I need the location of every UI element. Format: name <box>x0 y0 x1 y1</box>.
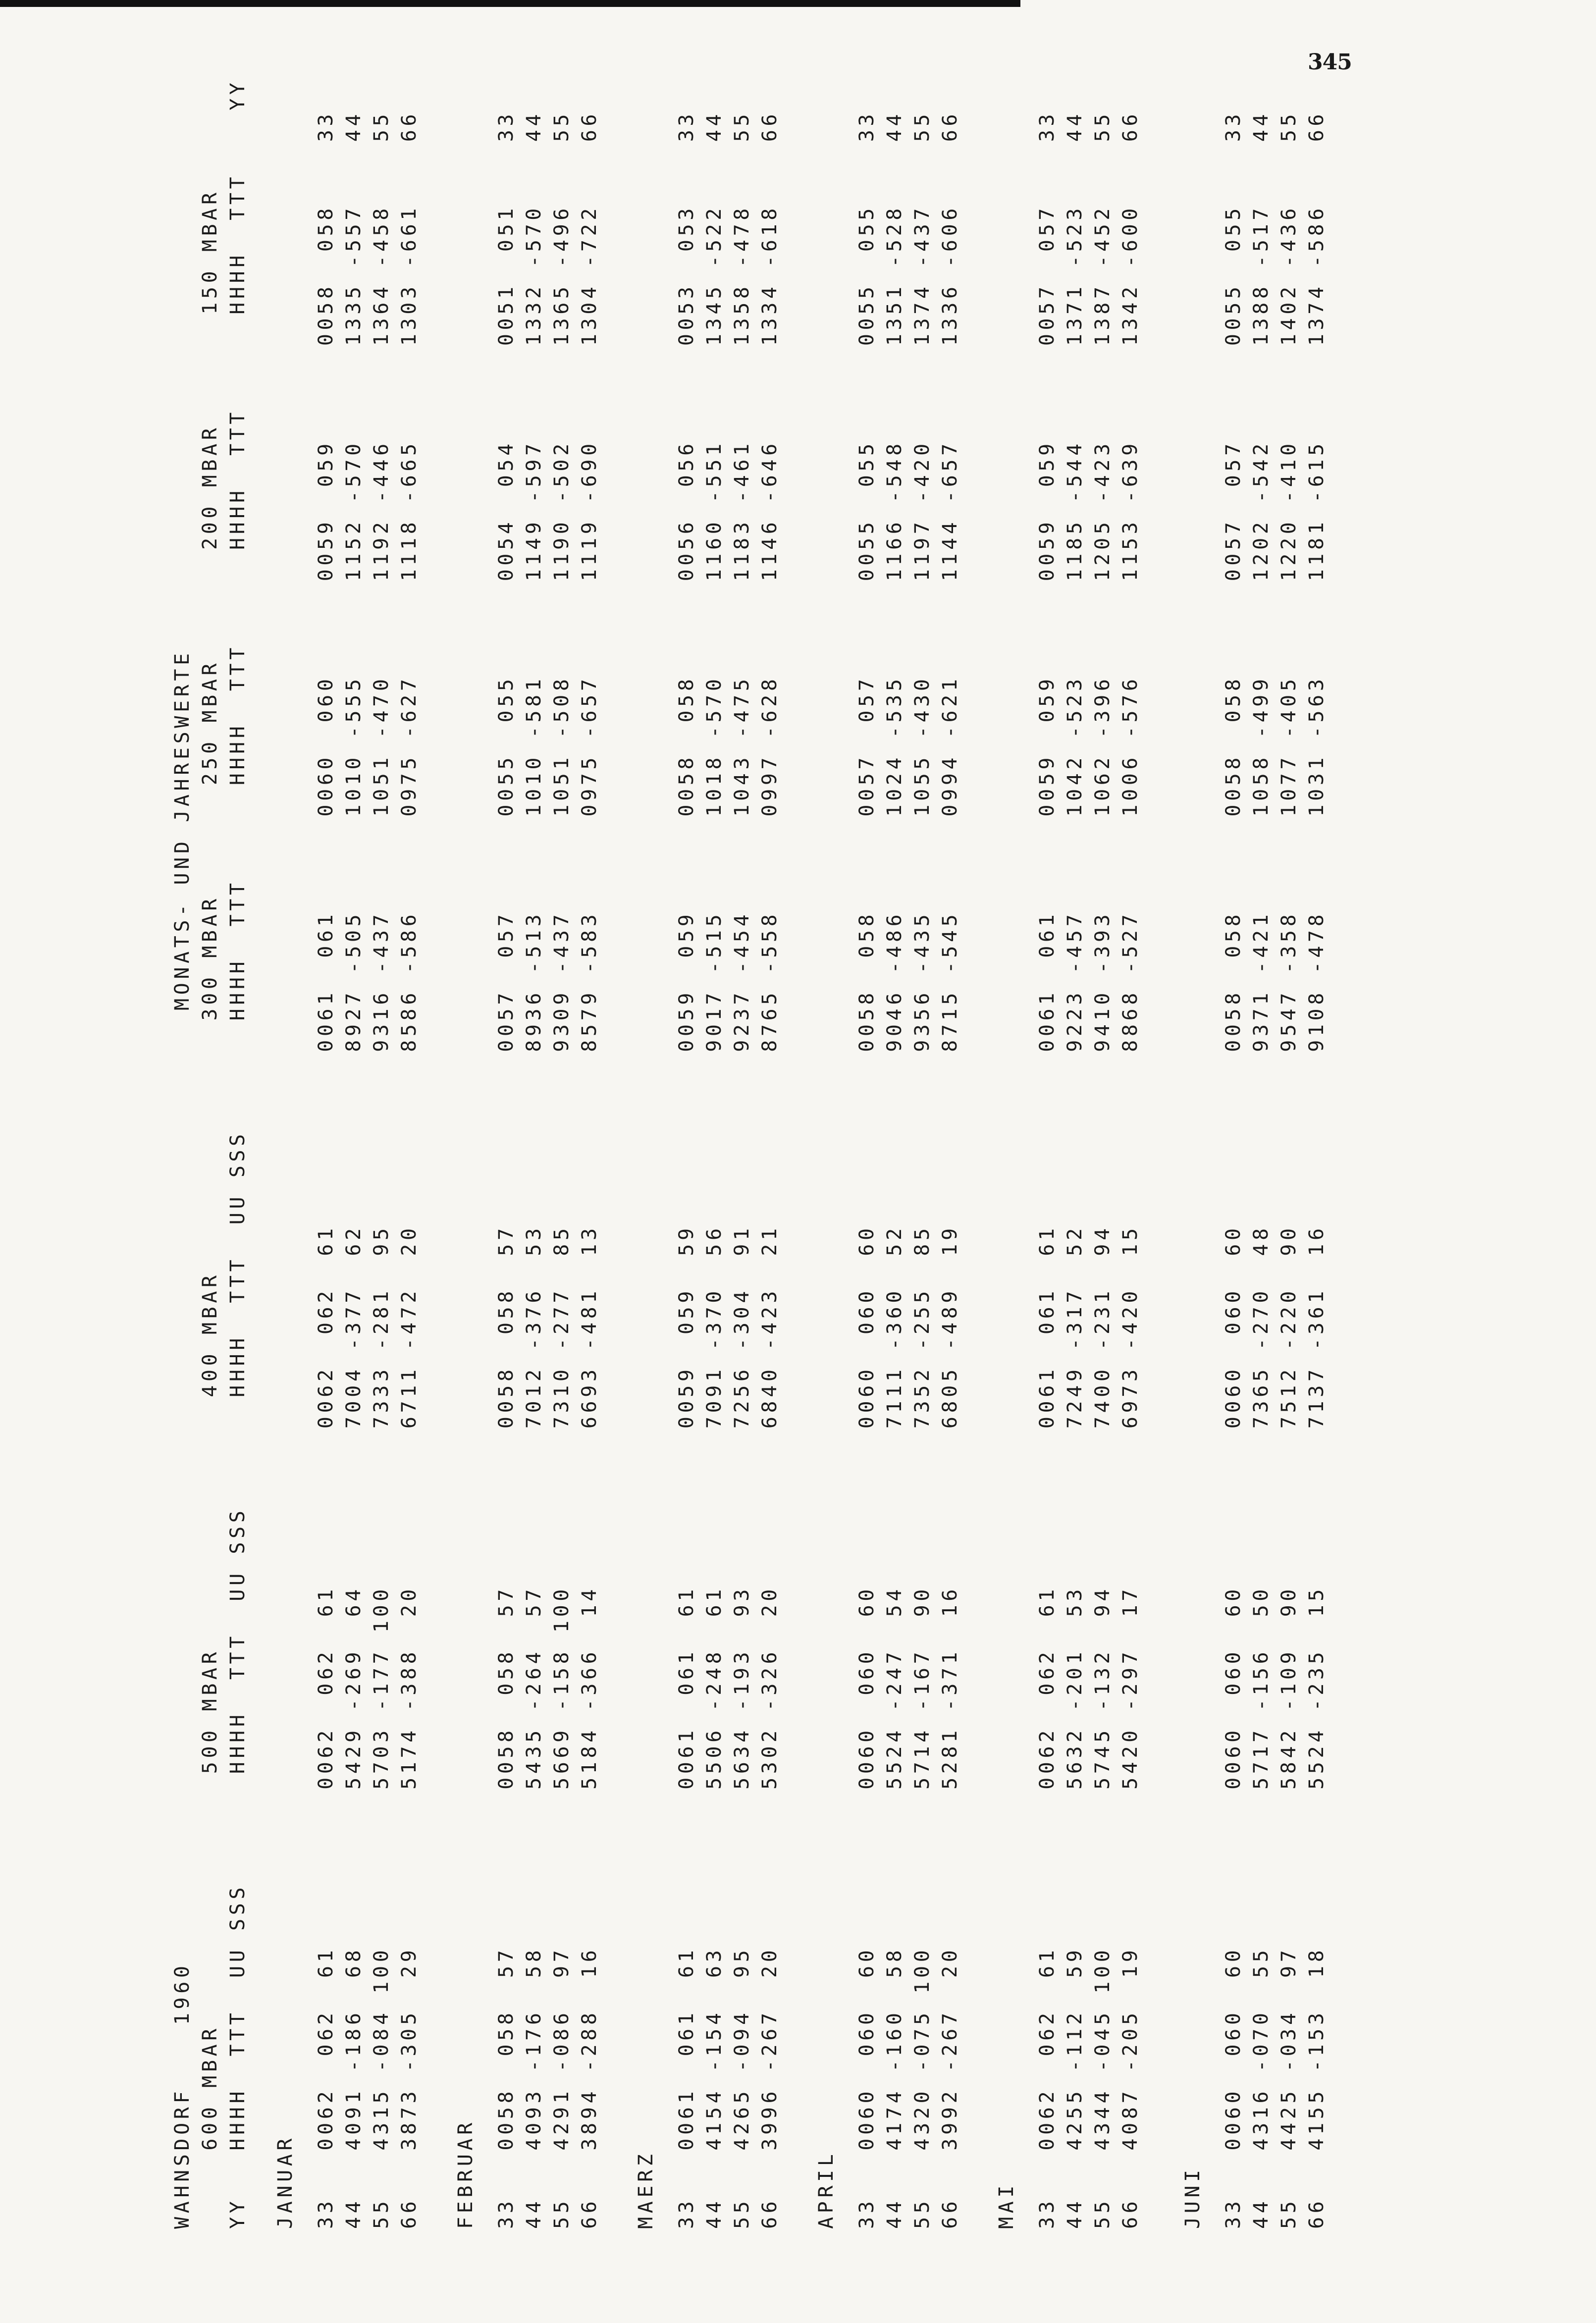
rotated-table <box>168 79 1164 2229</box>
table-row: 44 4316 -070 55 5717 -156 50 7365 -270 48 9371 -421 1058 -499 1202 -542 1388 -517 44 <box>1250 110 1273 2229</box>
table-row: 66 4087 -205 19 5420 -297 17 6973 -420 15 8868 -527 1006 -576 1153 -639 1342 -600 66 <box>1119 110 1142 2229</box>
table-row: 33 0061 061 61 0061 061 61 0059 059 59 0059 059 0058 058 0056 056 0053 053 33 <box>675 110 698 2229</box>
top-rule <box>0 0 1020 7</box>
table-row: 66 3894 -288 16 5184 -366 14 6693 -481 13 8579 -583 0975 -657 1119 -690 1304 -722 66 <box>578 110 601 2229</box>
table-row: 33 0060 060 60 0060 060 60 0060 060 60 0058 058 0057 057 0055 055 0055 055 33 <box>855 110 878 2229</box>
table-row: 55 4425 -034 97 5842 -109 90 7512 -220 90 9547 -358 1077 -405 1220 -410 1402 -436 55 <box>1277 110 1300 2229</box>
table-row: 55 4265 -094 95 5634 -193 93 7256 -304 91 9237 -454 1043 -475 1183 -461 1358 -478 55 <box>731 110 753 2229</box>
month-label: MAI <box>995 2181 1018 2229</box>
table-row: 44 4174 -160 58 5524 -247 54 7111 -360 52 9046 -486 1024 -535 1166 -548 1351 -528 44 <box>883 110 906 2229</box>
table-row: 66 4155 -153 18 5524 -235 15 7137 -361 16 9108 -478 1031 -563 1181 -615 1374 -586 66 <box>1305 110 1328 2229</box>
page-number: 345 <box>1308 50 1352 75</box>
column-header-pressure: 600 MBAR 500 MBAR 400 MBAR 300 MBAR 250 MBAR 200 MBAR 150 MBAR <box>199 189 221 2229</box>
month-label: MAERZ <box>635 2150 657 2229</box>
table-row: 33 0058 058 57 0058 058 57 0058 058 57 0057 057 0055 055 0054 054 0051 051 33 <box>495 110 518 2229</box>
month-label: APRIL <box>815 2150 838 2229</box>
table-row: 33 0062 062 61 0062 062 61 0061 061 61 0061 061 0059 059 0059 059 0057 057 33 <box>1036 110 1059 2229</box>
table-row: 66 3992 -267 20 5281 -371 16 6805 -489 19 8715 -545 0994 -621 1144 -657 1336 -606 66 <box>939 110 961 2229</box>
header-right: MONATS- UND JAHRESWERTE <box>171 649 194 1010</box>
table-row: 44 4093 -176 58 5435 -264 57 7012 -376 53 8936 -513 1010 -581 1149 -597 1332 -570 44 <box>523 110 545 2229</box>
column-header-fields: YY HHHH TTT UU SSS HHHH TTT UU SSS HHHH TTT UU SSS HHHH TTT HHHH TTT HHHH TTT HHHH TTT YY <box>226 79 249 2229</box>
table-row: 55 4291 -086 97 5669 -158 100 7310 -277 85 9309 -437 1051 -508 1190 -502 1365 -496 55 <box>550 110 573 2229</box>
table-row: 33 0062 062 61 0062 062 61 0062 062 61 0061 061 0060 060 0059 059 0058 058 33 <box>315 110 337 2229</box>
table-row: 55 4344 -045 100 5745 -132 94 7400 -231 94 9410 -393 1062 -396 1205 -423 1387 -452 55 <box>1091 110 1114 2229</box>
table-row: 55 4315 -084 100 5703 -177 100 7333 -281 95 9316 -437 1051 -470 1192 -446 1364 -458 55 <box>370 110 393 2229</box>
table-row: 66 3996 -267 20 5302 -326 20 6840 -423 21 8765 -558 0997 -628 1146 -646 1334 -618 66 <box>758 110 781 2229</box>
header-left: WAHNSDORF 1960 <box>171 1962 194 2229</box>
table-row: 66 3873 -305 29 5174 -388 20 6711 -472 20 8586 -586 0975 -627 1118 -665 1303 -661 66 <box>398 110 421 2229</box>
table-row: 33 0060 060 60 0060 060 60 0060 060 60 0058 058 0058 058 0057 057 0055 055 33 <box>1222 110 1245 2229</box>
table-row: 55 4320 -075 100 5714 -167 90 7352 -255 85 9356 -435 1055 -430 1197 -420 1374 -437 55 <box>911 110 934 2229</box>
table-row: 44 4091 -186 68 5429 -269 64 7004 -377 62 8927 -505 1010 -555 1152 -570 1335 -557 44 <box>342 110 365 2229</box>
rotated-table-continued <box>1179 110 1427 2229</box>
table-row: 44 4154 -154 63 5506 -248 61 7091 -370 56 9017 -515 1018 -570 1160 -551 1345 -522 44 <box>703 110 726 2229</box>
month-label: JANUAR <box>274 2134 297 2229</box>
table-row: 44 4255 -112 59 5632 -201 53 7249 -317 52 9223 -457 1042 -523 1185 -544 1371 -523 44 <box>1064 110 1086 2229</box>
month-label: FEBRUAR <box>454 2119 477 2229</box>
month-label: JUNI <box>1181 2166 1204 2229</box>
